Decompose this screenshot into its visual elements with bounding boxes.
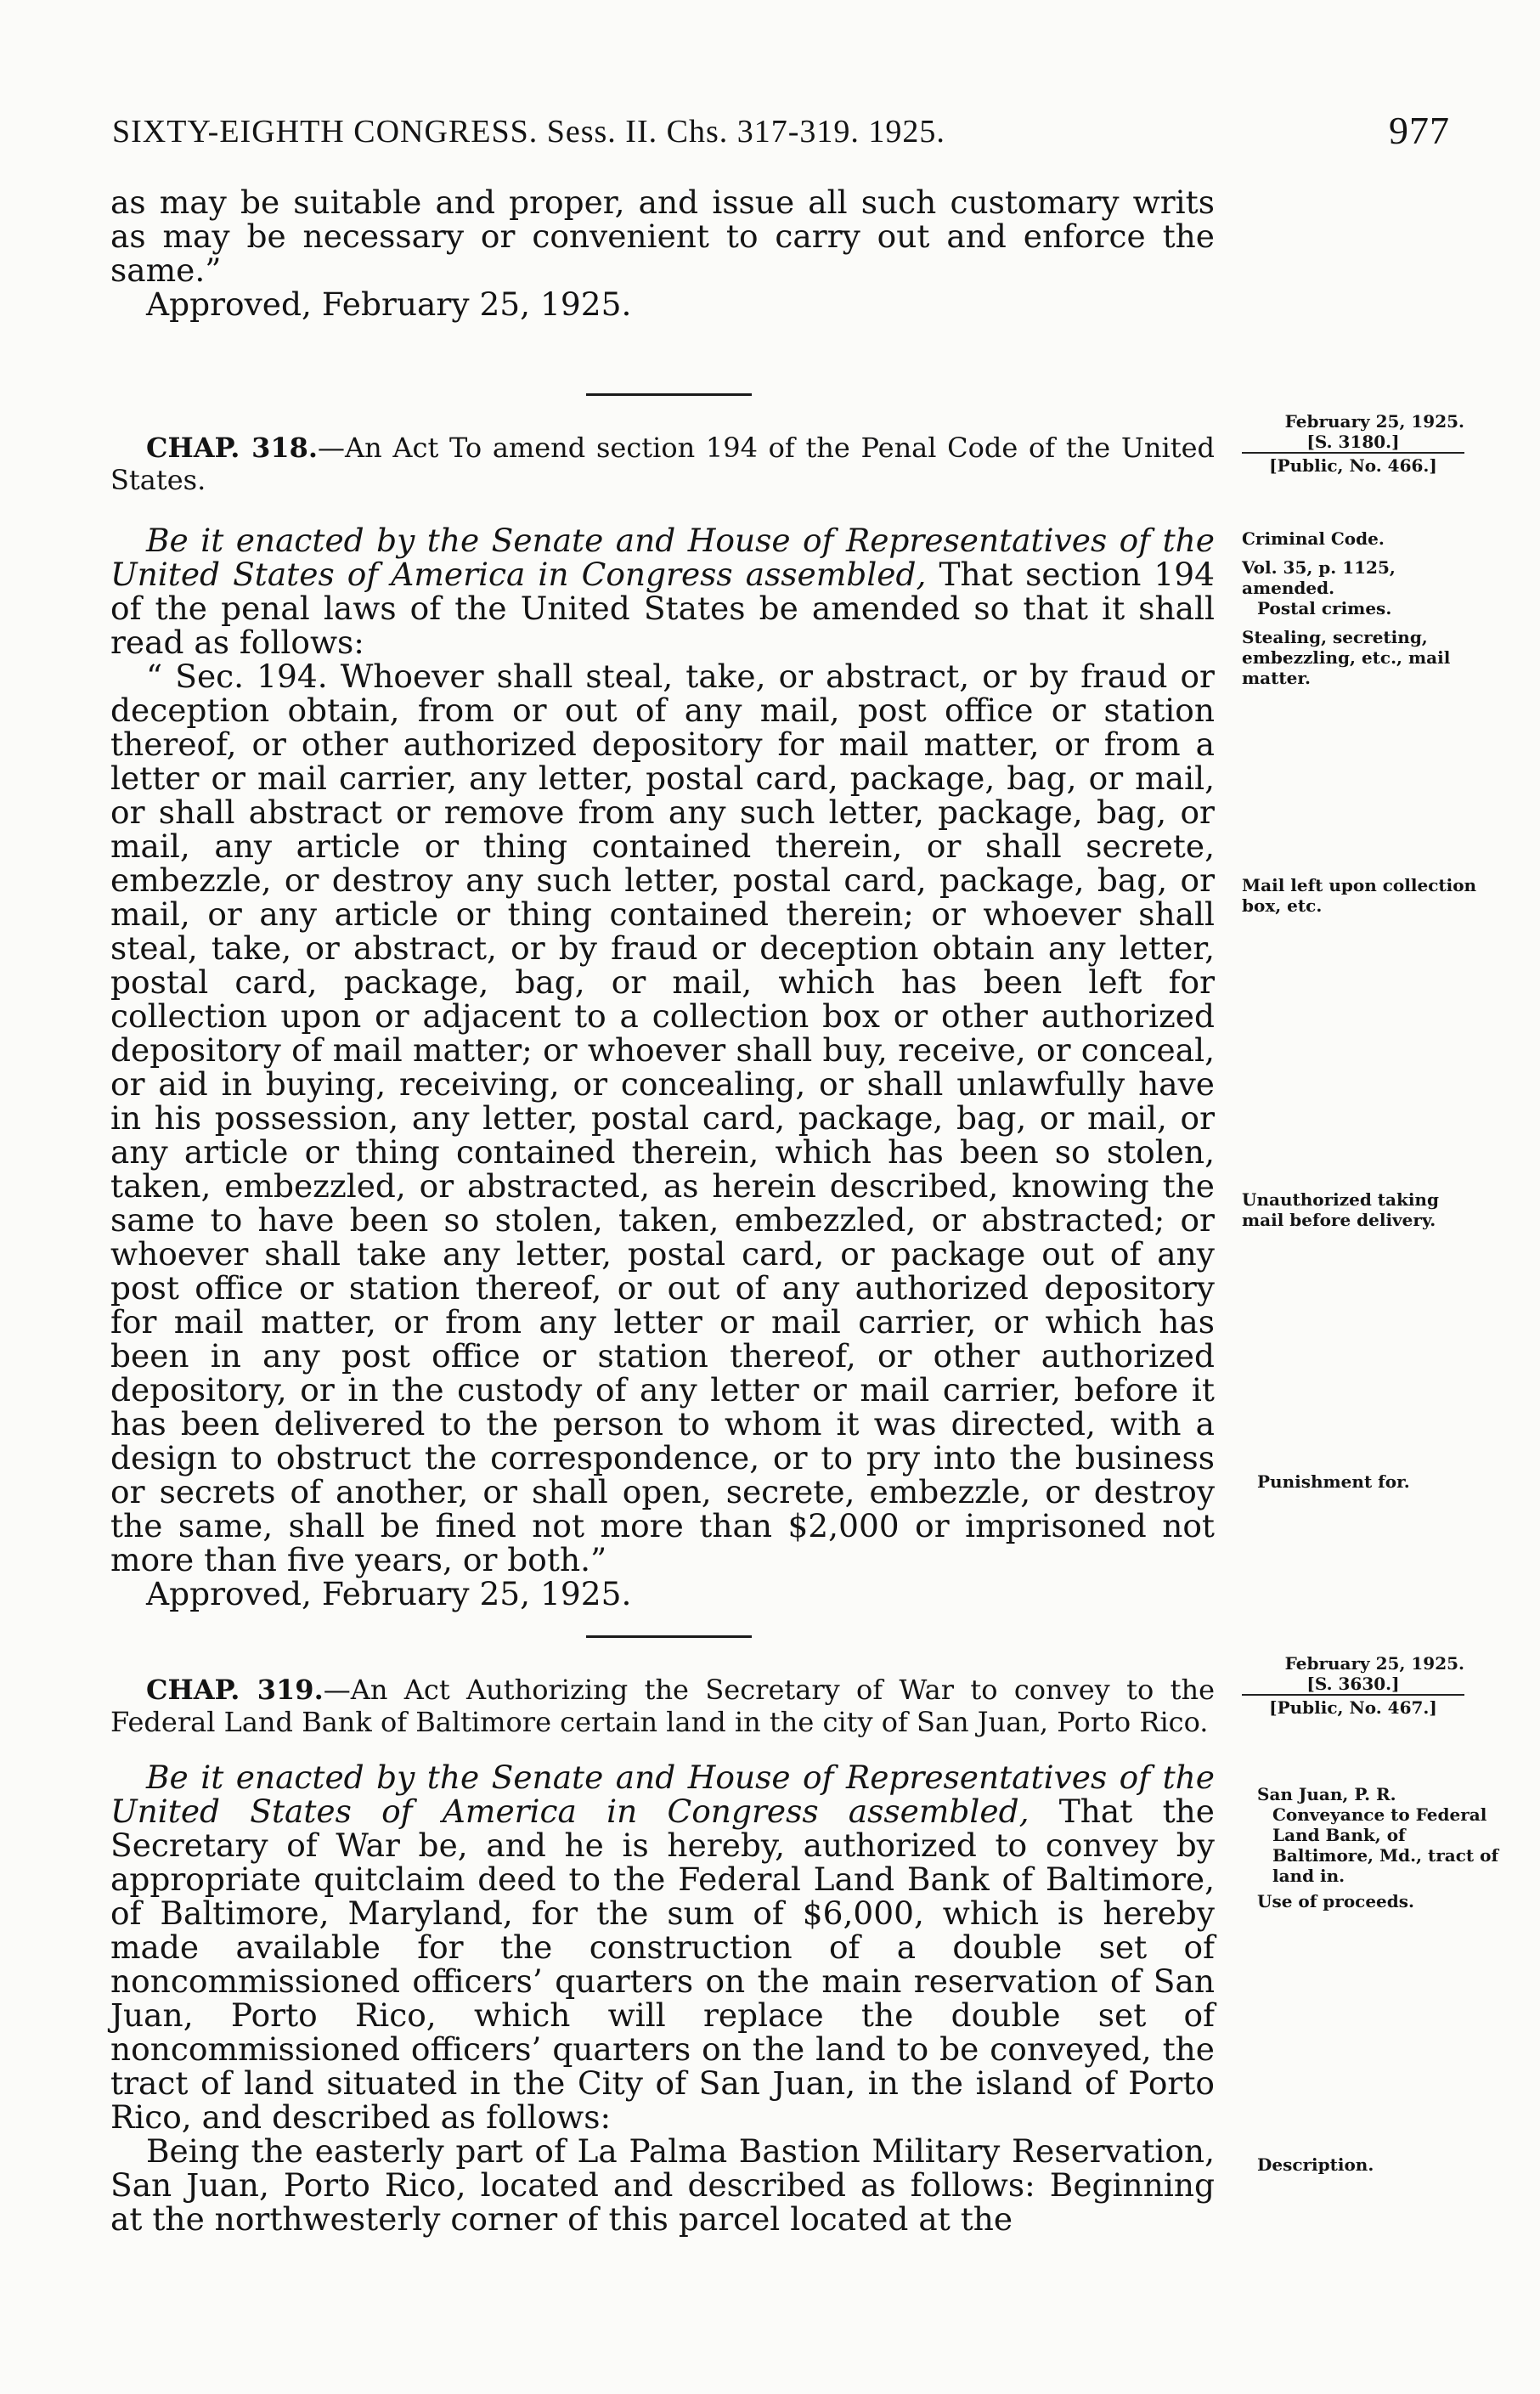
margin-note-punishment: Punishment for. (1257, 1471, 1410, 1492)
chap318-heading (110, 432, 1215, 496)
margin-note-mail-left: Mail left upon collection box, etc. (1242, 875, 1477, 916)
margin-note-criminal-code: Criminal Code. (1242, 528, 1385, 549)
approved-line: Approved, February 25, 1925. (146, 285, 632, 323)
continuation-text: as may be suitable and proper, and issue all such customary writs as may be necessary or convenient to carry out and enforce the same.” (110, 184, 1215, 289)
chap319-label: CHAP. 319. (146, 1674, 324, 1706)
continuation-block (110, 185, 1215, 321)
chap319-enacting-clause: Be it enacted by the Senate and House of Representatives of the United States of America in Congress assembled, (110, 1759, 1215, 1830)
chap319-reference-block (1242, 1653, 1464, 1718)
section-divider-2 (586, 1635, 752, 1638)
chap318-section-194: “ Sec. 194. Whoever shall steal, take, or abstract, or by fraud or deception obtain, from or out of any mail, post office or station thereof, or other authorized depository for mail matter, or from a letter or mail carrier, any letter, postal card, package, bag, or mail, or shall abstract or remove from any such letter, package, bag, or mail, any article or thing contained therein, or shall secrete, embezzle, or destroy any such letter, postal card, package, bag, or mail, or any article or thing contained therein; or whoever shall steal, take, or abstract, or by fraud or deception obtain any letter, postal card, package, bag, or mail, which has been left for collection upon or adjacent to a collection box or other authorized depository of mail matter; or whoever shall buy, receive, or conceal, or aid in buying, receiving, or concealing, or shall unlawfully have in his possession, any letter, postal card, package, bag, or mail, or any article or thing contained therein, which has been so stolen, taken, embezzled, or abstracted, as herein described, knowing the same to have been so stolen, taken, embezzled, or abstracted; or whoever shall take any letter, postal card, or package out of any post office or station thereof, or out of any authorized depository for mail matter, or from any letter or mail carrier, or which has been in any post office or station thereof, or other authorized depository, or in the custody of any letter or mail carrier, before it has been delivered to the person to whom it was directed, with a design to obstruct the correspondence, or to pry into the business or secrets of another, or shall open, secrete, embezzle, or destroy the same, shall be fined not more than $2,000 or imprisoned not more than five years, or both.” (110, 658, 1215, 1578)
chap318-bill: [S. 3180.] (1306, 432, 1400, 452)
running-header (112, 109, 1450, 155)
page-number: 977 (1389, 109, 1450, 152)
chap318-date: February 25, 1925. (1284, 411, 1464, 432)
margin-note-vol-ref: Vol. 35, p. 1125, amended. (1242, 557, 1396, 598)
chap318-body-intro: That section 194 of the penal laws of the United States be amended so that it shall read as follows: (110, 556, 1215, 661)
chap318-title: —An Act To amend section 194 of the Penal Code of the United States. (110, 432, 1216, 496)
chap319-public: [Public, No. 467.] (1242, 1694, 1464, 1718)
chap318-approved: Approved, February 25, 1925. (146, 1575, 632, 1612)
chap319-date: February 25, 1925. (1284, 1653, 1464, 1674)
margin-note-postal-crimes: Postal crimes. (1257, 598, 1392, 618)
chap319-description: Being the easterly part of La Palma Bastion Military Reservation, San Juan, Porto Rico, located and described as follows: Beginning at the northwesterly corner of this parcel located at the (110, 2132, 1215, 2238)
chap319-body-text: That the Secretary of War be, and he is hereby, authorized to convey by appropriate quitclaim deed to the Federal Land Bank of Baltimore, of Baltimore, Maryland, for the sum of $6,000, which is hereby made available for the construction of a double set of noncommissioned officers’ quarters on the main reservation of San Juan, Porto Rico, which will replace the double set of noncommissioned officers’ quarters on the land to be conveyed, the tract of land situated in the City of San Juan, in the island of Porto Rico, and described as follows: (110, 1793, 1215, 2136)
chap318-body (110, 523, 1215, 1611)
margin-note-description: Description. (1257, 2154, 1374, 2175)
margin-note-stealing: Stealing, secreting, embezzling, etc., mail matter. (1242, 627, 1451, 688)
chap319-bill: [S. 3630.] (1306, 1674, 1400, 1694)
section-divider (586, 393, 752, 396)
chap319-body (110, 1760, 1215, 2236)
chap319-title: —An Act Authorizing the Secretary of War to convey to the Federal Land Bank of Baltimore certain land in the city of San Juan, Porto Rico. (110, 1674, 1216, 1738)
chap318-label: CHAP. 318. (146, 432, 319, 464)
chap319-heading (110, 1674, 1215, 1738)
running-head: SIXTY-EIGHTH CONGRESS. Sess. II. Chs. 317-319. 1925. (112, 114, 945, 150)
chap318-enacting-clause: Be it enacted by the Senate and House of Representatives of the United States of America in Congress assembled, (110, 522, 1215, 593)
margin-note-unauthorized: Unauthorized taking mail before delivery. (1242, 1189, 1439, 1230)
margin-note-conveyance: Conveyance to Federal Land Bank, of Baltimore, Md., tract of land in. (1272, 1804, 1499, 1886)
margin-note-proceeds: Use of proceeds. (1257, 1891, 1414, 1911)
chap318-public: [Public, No. 466.] (1242, 452, 1464, 476)
chap318-reference-block (1242, 411, 1464, 476)
margin-note-san-juan: San Juan, P. R. (1257, 1784, 1396, 1804)
